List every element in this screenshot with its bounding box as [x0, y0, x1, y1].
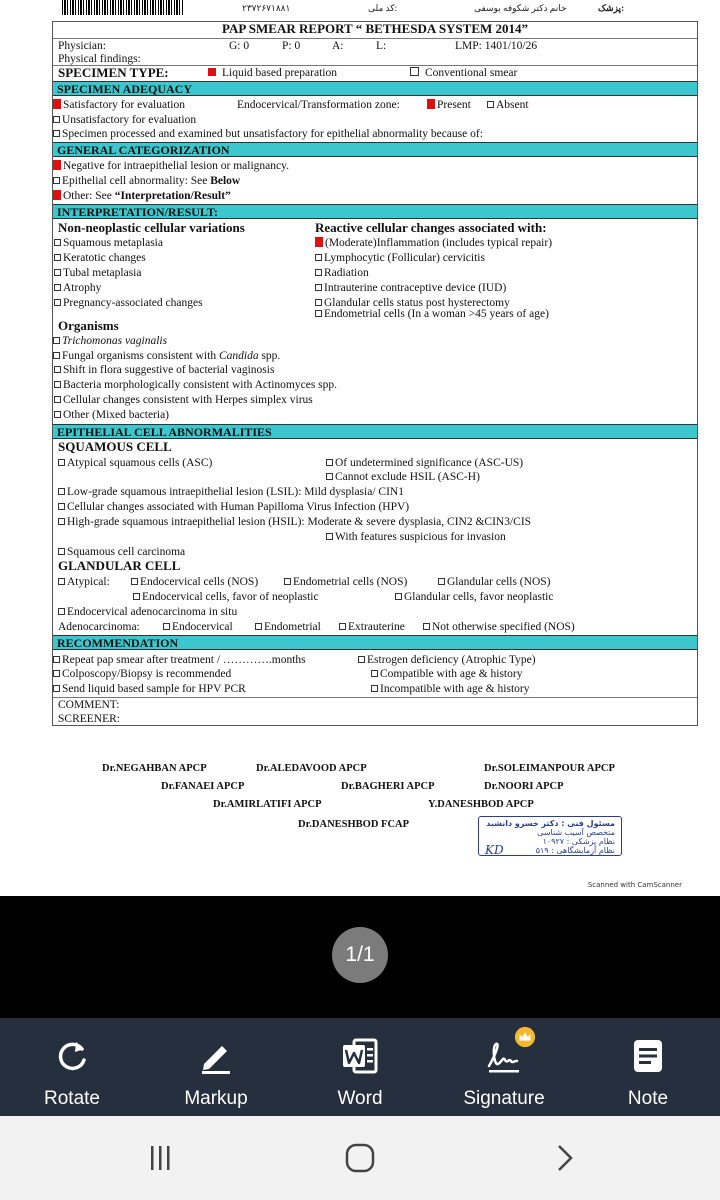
section-general-categorization: GENERAL CATEGORIZATION [53, 142, 697, 157]
markup-label: Markup [184, 1088, 248, 1109]
section-interpretation: INTERPRETATION/RESULT: [53, 204, 697, 219]
checkbox [54, 239, 61, 246]
checkbox [315, 310, 322, 317]
note-button[interactable] [576, 1018, 720, 1116]
specimen-type-row: SPECIMEN TYPE: Liquid based preparation Conventional smear [58, 65, 518, 80]
checkbox [315, 299, 322, 306]
fungal-row: Fungal organisms consistent with Candida spp. [53, 349, 697, 363]
rotate-button[interactable] [0, 1018, 144, 1116]
trichomonas-row: Trichomonas vaginalis [53, 334, 697, 348]
adenocarcinoma-row: Adenocarcinoma: Endocervical Endometrial Extrauterine Not otherwise specified (NOS) [58, 621, 575, 633]
home-button[interactable] [338, 1136, 382, 1180]
doctor-aledavood: Dr.ALEDAVOOD APCP [256, 763, 367, 774]
processed-unsat-row: Specimen processed and examined but unsatisfactory for epithelial abnormality because of: [53, 127, 697, 141]
doctor-daneshbod: Dr.DANESHBOD FCAP [298, 819, 410, 830]
lsil-row: Low-grade squamous intraepithelial lesion (LSIL): Mild dysplasia/ CIN1 [53, 485, 697, 499]
back-icon [549, 1143, 579, 1173]
signature-initials: KD [485, 843, 504, 857]
bottom-toolbar [0, 1018, 720, 1116]
checkbox [54, 254, 61, 261]
crown-icon [514, 1026, 536, 1048]
checkbox [410, 67, 419, 76]
squamous-cell-heading: SQUAMOUS CELL [58, 439, 172, 454]
home-icon [344, 1142, 376, 1174]
pathologist-stamp: مسئول فنی : دکتر خسرو دانشبد متخصص آسیب شناسی نظام پزشکی : ۱۰۹۲۷ نظام آزمایشگاهی : ۵۱۹ KD [478, 816, 622, 856]
doctor-y-daneshbod: Y.DANESHBOD APCP [428, 799, 534, 810]
satisfactory-row: Satisfactory for evaluation Endocervical/Transformation zone: Present Absent [53, 98, 697, 112]
doctor-bagheri: Dr.BAGHERI APCP [341, 781, 435, 792]
repeat-row: Repeat pap smear after treatment / ………….months Estrogen deficiency (Atrophic Type) [53, 653, 697, 667]
scc-row: Squamous cell carcinoma [53, 545, 697, 559]
asc-row: Atypical squamous cells (ASC) Of undetermined significance (ASC-US) [53, 456, 697, 470]
section-epithelial-abnormalities: EPITHELIAL CELL ABNORMALITIES [53, 424, 697, 439]
organisms-heading: Organisms [58, 318, 119, 333]
word-icon [340, 1036, 380, 1076]
doctor-name: خانم دکتر شکوفه یوسفی [474, 3, 567, 13]
page-indicator: 1/1 [332, 927, 388, 983]
section-recommendation: RECOMMENDATION [53, 635, 697, 650]
physician-row: Physician: G: 0 P: 0 A: L: LMP: 1401/10/26 [58, 40, 538, 52]
unsatisfactory-row: Unsatisfactory for evaluation [53, 113, 697, 127]
checked-box [208, 68, 216, 76]
id-number: ۲۳۷۲۶۷۱۸۸۱ [242, 3, 291, 13]
recent-apps-icon [145, 1143, 175, 1173]
pencil-icon [196, 1036, 236, 1076]
signature-label: Signature [463, 1088, 545, 1109]
negative-row: Negative for intraepithelial lesion or malignancy. [53, 159, 697, 173]
checkbox [54, 396, 61, 403]
back-button[interactable] [542, 1136, 586, 1180]
markup-button[interactable] [144, 1018, 288, 1116]
rotate-label: Rotate [44, 1088, 100, 1109]
physician-label-fa: پزشک: [598, 3, 625, 13]
signature-button[interactable] [432, 1018, 576, 1116]
word-button[interactable] [288, 1018, 432, 1116]
epithelial-abn-row: Epithelial cell abnormality: See Below [53, 174, 697, 188]
doctor-soleimanpour: Dr.SOLEIMANPOUR APCP [484, 763, 615, 774]
colposcopy-row: Colposcopy/Biopsy is recommended Compatible with age & history [53, 667, 697, 681]
send-hpv-row: Send liquid based sample for HPV PCR Incompatible with age & history [53, 682, 697, 696]
pap-smear-report: PAP SMEAR REPORT “ BETHESDA SYSTEM 2014” Physician: G: 0 P: 0 A: L: LMP: 1401/10/26 Physical findings: SPECIMEN TYPE: Liquid based preparation Conventional smear SPECIMEN ADEQUACY Satisfactory for evaluation Endocervical/Transformation zone: Present Absent Unsatisfactory for evaluation Specimen processed and examined but unsatisfactory for epithelial abnormality because of: GENERAL CATEGORIZATION Negative for intraepithelial lesion or malignancy. Epithelial cell abnormality: See Below Other: See “Interpretation/Result” INTERPRETATION/RESULT: Non-neoplastic cellular variations Reactive cellular changes associated with: Squamous metaplasia Keratotic changes Tubal metaplasia Atrophy Pregnancy-associated changes (Moderate)Inflammation (includes typical repair) Lymphocytic (Follicular) cervicitis Radiation Intrauterine contraceptive device (IUD) Glandular cells status post hysterectomy Endometrial cells (In a woman >45 years of age) Organisms Trichomonas vaginalis Fungal organisms consistent with Candida spp. Shift in flora suggestive of bacterial vaginosis Bacteria morphologically consistent with Actinomyces spp. Cellular changes consistent with Herpes simplex virus Other (Mixed bacteria) EPITHELIAL CELL ABNORMALITIES SQUAMOUS CELL Atypical squamous cells (ASC) Of undetermined significance (ASC-US) Cannot exclude HSIL (ASC-H) Low-grade squamous intraepithelial lesion (LSIL): Mild dysplasia/ CIN1 Cellular changes associated with Human Papilloma Virus Infection (HPV) High-grade squamous intraepithelial lesion (HSIL): Moderate & severe dysplasia, CIN2 &CIN3/CIS With features suspicious for invasion Squamous cell carcinoma GLANDULAR CELL Atypical: Endocervical cells (NOS) Endometrial cells (NOS) Glandular cells (NOS) Endocervical cells, favor of neoplastic Glandular cells, favor neoplastic Endocervical adenocarcinoma in situ Adenocarcinoma: Endocervical Endometrial Extrauterine Not otherwise specified (NOS) RECOMMENDATION Repeat pap smear after treatment / ………….months Estrogen deficiency (Atrophic Type) Colposcopy/Biopsy is recommended Compatible with age & history Send liquid based sample for HPV PCR Incompatible with age & history COMMENT: SCREENER: [52, 21, 698, 726]
comment-label: COMMENT: [58, 699, 120, 711]
checkbox [315, 269, 322, 276]
adeno-in-situ-row: Endocervical adenocarcinoma in situ [53, 605, 697, 619]
checkbox [54, 299, 61, 306]
checkbox [54, 411, 61, 418]
checkbox [54, 269, 61, 276]
note-label: Note [627, 1088, 669, 1109]
report-title: PAP SMEAR REPORT “ BETHESDA SYSTEM 2014” [221, 21, 529, 36]
screener-label: SCREENER: [58, 713, 120, 725]
rotate-icon [52, 1036, 92, 1076]
note-icon [628, 1036, 668, 1076]
glandular-cell-heading: GLANDULAR CELL [58, 558, 181, 573]
checkbox [54, 381, 61, 388]
barcode [62, 0, 184, 15]
hpv-row: Cellular changes associated with Human Papilloma Virus Infection (HPV) [53, 500, 697, 514]
scanned-with-label: Scanned with CamScanner [587, 881, 682, 889]
glandular-atypical-row: Atypical: Endocervical cells (NOS) Endometrial cells (NOS) Glandular cells (NOS) [53, 575, 697, 589]
recent-apps-button[interactable] [138, 1136, 182, 1180]
word-label: Word [337, 1088, 383, 1109]
checkbox [315, 254, 322, 261]
doctor-fanaei: Dr.FANAEI APCP [161, 781, 245, 792]
national-code-label: کد ملی: [368, 3, 398, 13]
doctor-negahban: Dr.NEGAHBAN APCP [102, 763, 207, 774]
checkbox [315, 284, 322, 291]
other-see-row: Other: See “Interpretation/Result” [53, 189, 697, 203]
checkbox [54, 284, 61, 291]
doctor-amirlatifi: Dr.AMIRLATIFI APCP [213, 799, 322, 810]
checkbox [54, 366, 61, 373]
section-specimen-adequacy: SPECIMEN ADEQUACY [53, 81, 697, 96]
doctor-noori: Dr.NOORI APCP [484, 781, 564, 792]
hsil-row: High-grade squamous intraepithelial lesion (HSIL): Moderate & severe dysplasia, CIN2 &CIN3/CIS [53, 515, 697, 529]
system-nav-bar [0, 1116, 720, 1200]
physical-findings: Physical findings: [58, 53, 141, 65]
